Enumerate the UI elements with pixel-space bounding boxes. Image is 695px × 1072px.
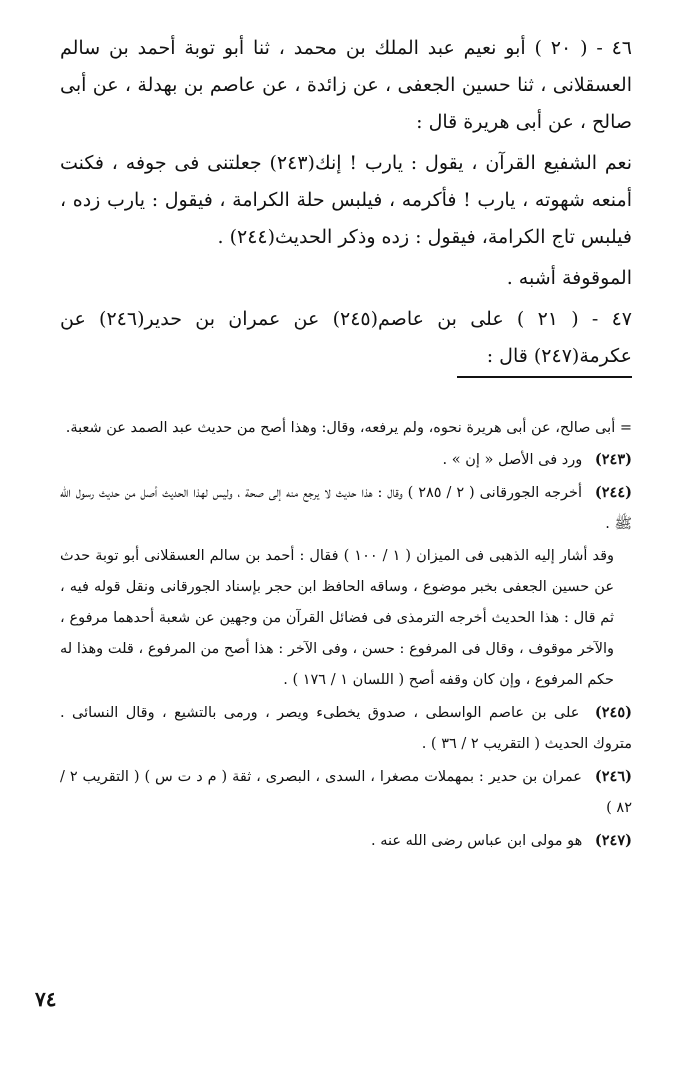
footnote-text: عمران بن حدير : بمهملات مصغرا ، السدى ، البصرى ، ثقة ( م د ت س ) ( التقريب ٢ / ٨٢ ) (60, 769, 632, 816)
footnote-246 (60, 761, 632, 824)
footnote-247 (60, 825, 632, 857)
footnote-number: (٢٤٤) (594, 484, 633, 501)
footnote-text: أخرجه الجورقانى ( ٢ / ٢٨٥ ) وقال : هذا حديث لا يرجع منه إلى صحة ، وليس لهذا الحديث أصل من حديث رسول الله ﷺ . (60, 485, 632, 532)
footnotes-section (60, 413, 632, 858)
footnote-text: ورد فى الأصل « إن » . (442, 452, 583, 468)
footnote-text: على بن عاصم الواسطى ، صدوق يخطىء ويصر ، ورمى بالتشيع ، وقال النسائى . متروك الحديث ( التقريب ٢ / ٣٦ ) . (60, 705, 632, 752)
footnote-number: (٢٤٦) (594, 768, 633, 785)
footnote-243 (60, 444, 632, 476)
footnote-divider (457, 376, 632, 378)
page-number: ٧٤ (35, 987, 57, 1011)
footnote-continuation: = أبى صالح، عن أبى هريرة نحوه، ولم يرفعه، وقال: وهذا أصح من حديث عبد الصمد عن شعبة. (65, 420, 632, 436)
editor-comment: الموقوفة أشبه . (506, 267, 632, 289)
footnote-number: (٢٤٥) (594, 704, 633, 721)
footnote-text: هو مولى ابن عباس رضى الله عنه . (371, 833, 583, 849)
hadith-47-isnad: ٤٧ - ( ٢١ ) على بن عاصم(٢٤٥) عن عمران بن حدير(٢٤٦) عن عكرمة(٢٤٧) قال : (60, 308, 633, 367)
footnote-number: (٢٤٧) (594, 832, 632, 849)
hadith-46-matn: نعم الشفيع القرآن ، يقول : يارب ! إنك(٢٤٣) جعلتنى فى جوفه ، فكنت أمنعه شهوته ، يارب ! فأكرمه ، فيلبس حلة الكرامة ، فيقول : يارب زده ، فيلبس تاج الكرامة، فيقول : زده وذكر الحديث(٢٤٤) . (60, 152, 632, 248)
footnote-244-continued (60, 541, 632, 696)
book-page (60, 30, 632, 1060)
footnote-244 (60, 477, 632, 540)
hadith-46-isnad: ٤٦ - ( ٢٠ ) أبو نعيم عبد الملك بن محمد ، ثنا أبو توبة أحمد بن سالم العسقلانى ، ثنا حسين الجعفى ، عن زائدة ، عن عاصم بن بهدلة ، عن أبى صالح ، عن أبى هريرة قال : (60, 37, 633, 133)
footnote-245 (60, 697, 632, 760)
footnote-number: (٢٤٣) (594, 451, 632, 468)
main-text (60, 30, 632, 375)
footnote-text: وقد أشار إليه الذهبى فى الميزان ( ١ / ١٠٠ ) فقال : أحمد بن سالم العسقلانى أبو توبة حدث عن حسين الجعفى بخبر موضوع ، وساقه الحافظ ابن حجر بإسناد الجورقانى ونقل قوله فيه ، ثم قال : هذا الحديث أخرجه الترمذى فى فضائل القرآن من وجهين عن شعبة أحدهما مرفوع ، والآخر موقوف ، وقال فى المرفوع : حسن ، وفى الآخر : هذا أصح من المرفوع ، قلت وهذا له حكم المرفوع ، وإن كان وقفه أصح ( اللسان ١ / ١٧٦ ) . (60, 548, 614, 688)
